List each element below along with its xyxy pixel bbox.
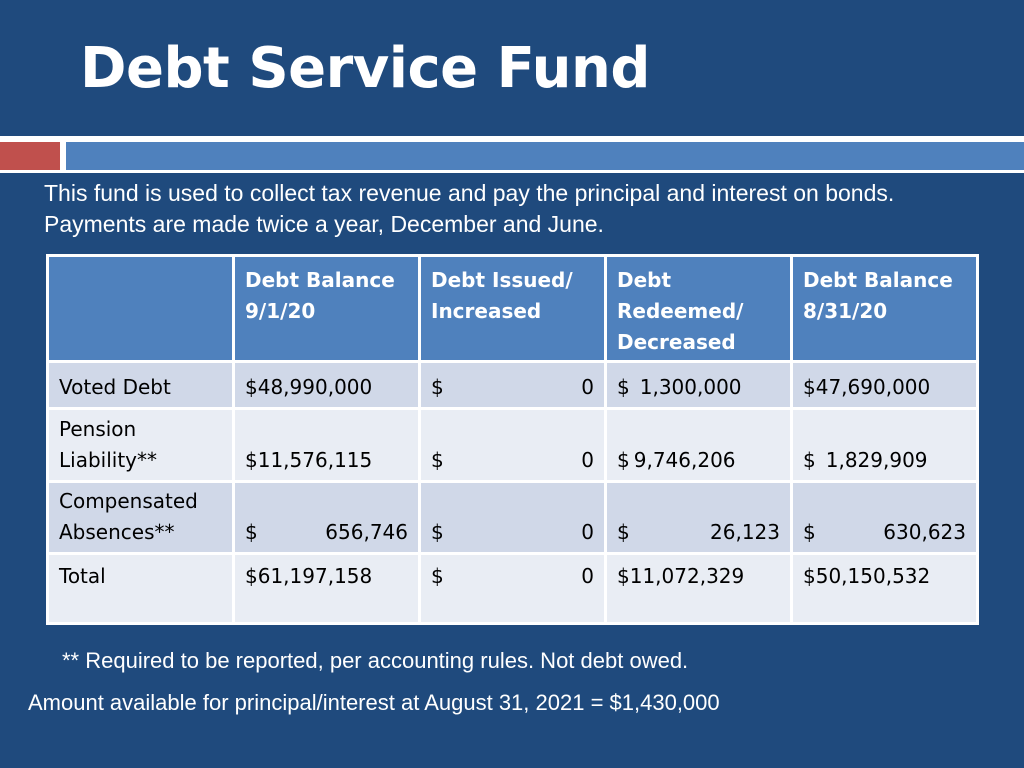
header-balance-start: Debt Balance 9/1/20 — [235, 257, 418, 360]
currency-symbol: $ — [431, 375, 444, 399]
row-label: Compensated Absences** — [49, 483, 232, 552]
amount: 1,829,909 — [825, 448, 928, 472]
amount: 0 — [581, 375, 594, 399]
accent-bar-red — [0, 142, 60, 170]
amount: 0 — [581, 448, 594, 472]
cell-balance-start: $61,197,158 — [235, 555, 418, 622]
amount: 0 — [581, 564, 594, 588]
amount: 630,623 — [883, 520, 966, 544]
debt-table — [46, 254, 979, 625]
cell-balance-end: $50,150,532 — [793, 555, 976, 622]
cell-redeemed — [607, 363, 790, 407]
currency-symbol: $ — [617, 375, 630, 399]
accent-bar-blue — [66, 142, 1024, 170]
cell-balance-end: $47,690,000 — [793, 363, 976, 407]
cell-issued — [421, 483, 604, 552]
cell-issued — [421, 555, 604, 622]
cell-redeemed — [607, 410, 790, 480]
currency-symbol: $ — [431, 448, 444, 472]
amount: 0 — [581, 520, 594, 544]
amount: 9,746,206 — [633, 448, 736, 472]
cell-balance-end — [793, 410, 976, 480]
row-label: Pension Liability** — [49, 410, 232, 480]
table-row-total — [49, 555, 976, 622]
cell-balance-end — [793, 483, 976, 552]
cell-redeemed: $11,072,329 — [607, 555, 790, 622]
table-row-voted-debt — [49, 363, 976, 407]
header-redeemed: Debt Redeemed/ Decreased — [607, 257, 790, 360]
table-row-compensated-absences — [49, 483, 976, 552]
amount: 656,746 — [325, 520, 408, 544]
cell-redeemed — [607, 483, 790, 552]
currency-symbol: $ — [617, 520, 630, 544]
cell-balance-start: $11,576,115 — [235, 410, 418, 480]
row-label: Total — [49, 555, 232, 622]
footnote: ** Required to be reported, per accounting rules. Not debt owed. — [62, 648, 689, 673]
cell-issued — [421, 410, 604, 480]
cell-balance-start — [235, 483, 418, 552]
amount-available-note: Amount available for principal/interest at August 31, 2021 = $1,430,000 — [28, 690, 720, 715]
header-empty — [49, 257, 232, 360]
cell-issued — [421, 363, 604, 407]
amount: 26,123 — [710, 520, 780, 544]
header-issued: Debt Issued/ Increased — [421, 257, 604, 360]
currency-symbol: $ — [245, 520, 258, 544]
amount: 1,300,000 — [639, 375, 742, 399]
currency-symbol: $ — [803, 520, 816, 544]
header-balance-end: Debt Balance 8/31/20 — [793, 257, 976, 360]
intro-text: This fund is used to collect tax revenue and pay the principal and interest on bonds. Payments are made twice a year, December and June. — [44, 180, 895, 237]
currency-symbol: $ — [803, 448, 816, 472]
cell-balance-start: $48,990,000 — [235, 363, 418, 407]
table-header-row — [49, 257, 976, 360]
currency-symbol: $ — [431, 520, 444, 544]
row-label: Voted Debt — [49, 363, 232, 407]
currency-symbol: $ — [617, 448, 630, 472]
slide-title: Debt Service Fund — [80, 36, 650, 101]
currency-symbol: $ — [431, 564, 444, 588]
table-row-pension-liability — [49, 410, 976, 480]
divider-line-lower — [0, 170, 1024, 173]
